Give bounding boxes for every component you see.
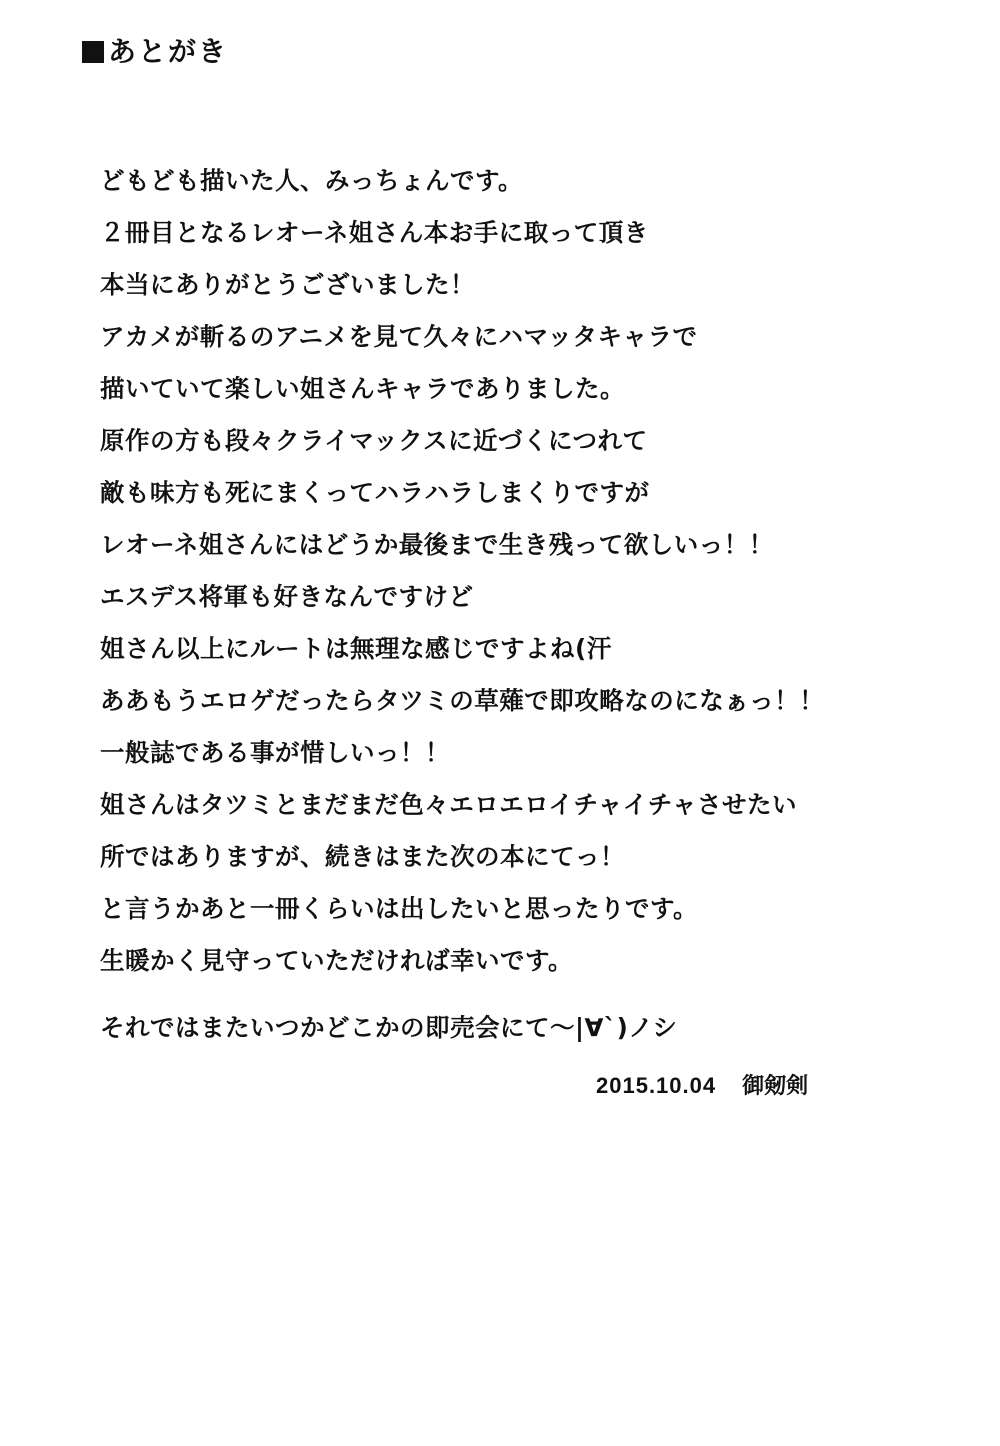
text-line: と言うかあと一冊くらいは出したいと思ったりです。: [100, 894, 699, 923]
text-line: ああもうエロゲだったらタツミの草薙で即攻略なのになぁっ！！: [100, 686, 825, 715]
text-line: エスデス将軍も好きなんですけど: [100, 582, 474, 611]
text-line: どもども描いた人、みっちょんです。: [100, 166, 524, 195]
text-line: ２冊目となるレオーネ姐さん本お手に取って頂き: [100, 218, 649, 247]
text-line: 原作の方も段々クライマックスに近づくにつれて: [100, 426, 648, 455]
text-line: 描いていて楽しい姐さんキャラでありました。: [100, 374, 625, 403]
page-heading: [82, 34, 228, 70]
text-line: アカメが斬るのアニメを見て久々にハマッタキャラで: [100, 322, 698, 351]
text-line: 姐さん以上にルートは無理な感じですよね(汗: [100, 634, 612, 663]
square-bullet-icon: [82, 41, 104, 63]
page-title: あとがき: [108, 35, 229, 68]
text-line: 姐さんはタツミとまだまだ色々エロエロイチャイチャさせたい: [100, 790, 798, 819]
text-line: 敵も味方も死にまくってハラハラしまくりですが: [100, 478, 650, 507]
text-line: 一般誌である事が惜しいっ！！: [100, 738, 450, 767]
text-line: 生暖かく見守っていただければ幸いです。: [100, 946, 574, 975]
text-line: 所ではありますが、続きはまた次の本にてっ！: [100, 842, 625, 871]
signature-author: 御剱剣: [742, 1074, 809, 1099]
signature-date: 2015.10.04: [596, 1073, 717, 1098]
signature: [596, 1062, 808, 1111]
text-line: レオーネ姐さんにはどうか最後まで生き残って欲しいっ！！: [100, 530, 774, 559]
afterword-text: [100, 155, 960, 987]
text-line: 本当にありがとうございました！: [100, 270, 475, 299]
closing-line: それではまたいつかどこかの即売会にて～|∀`)ノシ: [100, 1013, 678, 1042]
